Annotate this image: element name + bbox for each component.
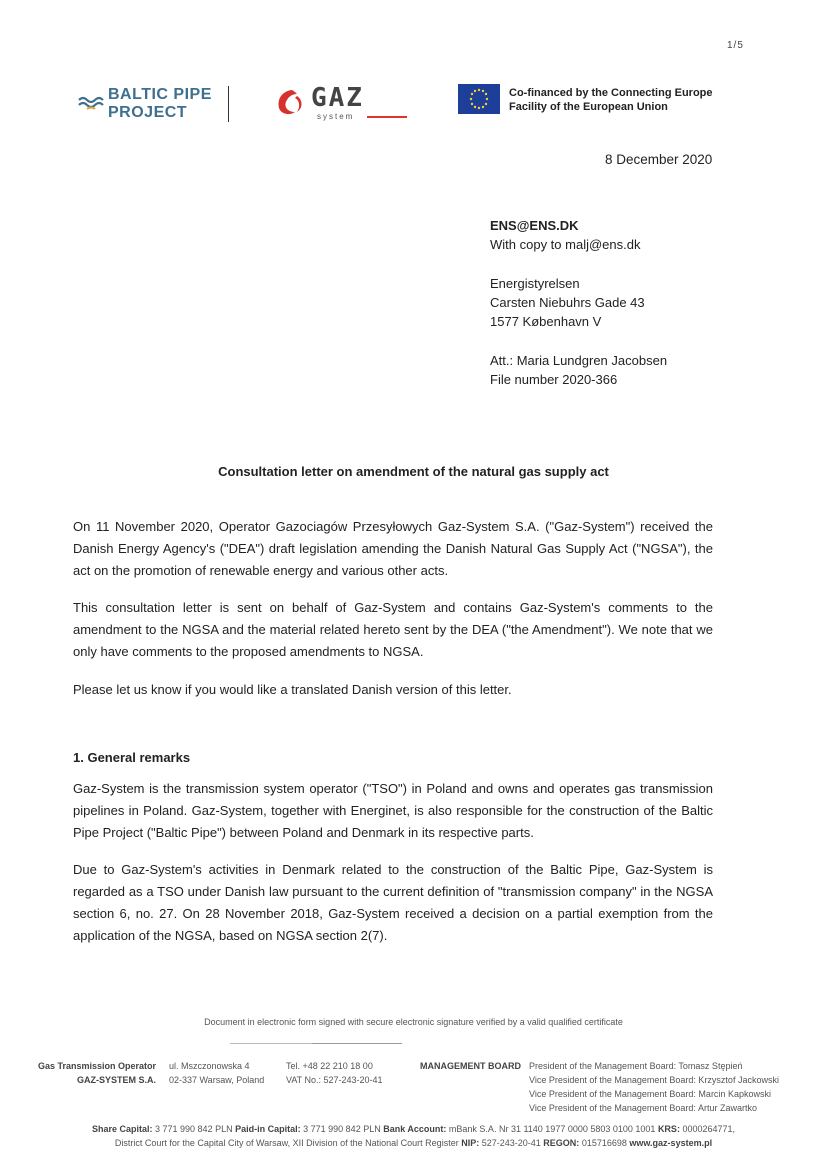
section-paragraph: Due to Gaz-System's activities in Denmark related to the construction of the Baltic Pipe, Gaz-System is regarded as a TSO under Danish law pursuant to the current definition of "transmission company" in the NGSA section 6, no. 27. On 28 November 2018, Gaz-System received a decision on a partial exemption from the application of the NGSA, based on NGSA section 2(7). xyxy=(73,862,713,943)
regon-label: REGON: xyxy=(543,1138,580,1148)
logo-divider xyxy=(228,86,229,122)
footer-company-line2: GAZ-SYSTEM S.A. xyxy=(76,1075,156,1085)
body-paragraph: On 11 November 2020, Operator Gazociagów Przesyłowych Gaz-System S.A. ("Gaz-System") received the Danish Energy Agency's ("DEA") draft legislation amending the Danish Natural Gas Supply Act ("NGSA"), the act on the promotion of renewable energy and various other acts. xyxy=(73,519,713,578)
recipient-copy: With copy to malj@ens.dk xyxy=(490,237,641,252)
footer-board-member: Vice President of the Management Board: Artur Zawartko xyxy=(529,1103,757,1113)
footer-address-line1: ul. Mszczonowska 4 xyxy=(169,1061,250,1071)
eu-flag-icon xyxy=(458,84,500,114)
recipient-city: 1577 København V xyxy=(490,314,602,329)
eu-stars-icon xyxy=(458,84,500,114)
nip-label: NIP: xyxy=(461,1138,480,1148)
eu-cofinance-text: Co-financed by the Connecting Europe Facility of the European Union xyxy=(509,87,713,113)
baltic-pipe-subtitle: PROJECT xyxy=(108,104,188,121)
footer-company-line1: Gas Transmission Operator xyxy=(37,1061,156,1071)
bank-value: mBank S.A. Nr 31 1140 1977 0000 5803 0100 1001 xyxy=(448,1124,656,1134)
section-paragraph: Gaz-System is the transmission system operator ("TSO") in Poland and owns and operates gas transmission pipelines in Poland. Gaz-System, together with Energinet, is also responsible for the construction of the Baltic Pipe Project ("Baltic Pipe") between Poland and Denmark in its respective parts. xyxy=(73,781,713,840)
letter-date: 8 December 2020 xyxy=(605,152,713,167)
waves-icon xyxy=(78,92,104,112)
share-capital-label: Share Capital: xyxy=(91,1124,153,1134)
bank-label: Bank Account: xyxy=(383,1124,447,1134)
paid-in-value: 3 771 990 842 PLN xyxy=(303,1124,381,1134)
nip-value: 527-243-20-41 xyxy=(481,1138,541,1148)
share-capital-value: 3 771 990 842 PLN xyxy=(155,1124,233,1134)
section-heading: 1. General remarks xyxy=(73,750,191,765)
recipient-street: Carsten Niebuhrs Gade 43 xyxy=(490,295,645,310)
court-text: District Court for the Capital City of Warsaw, XII Division of the National Court Register xyxy=(114,1138,459,1148)
recipient-email[interactable]: ENS@ENS.DK xyxy=(490,218,579,233)
gaz-system-subtext: system xyxy=(317,112,355,121)
footer-capital-line xyxy=(0,1122,827,1136)
footer-tel: Tel. +48 22 210 18 00 xyxy=(286,1061,373,1071)
paid-in-label: Paid-in Capital: xyxy=(235,1124,301,1134)
baltic-pipe-title: BALTIC PIPE xyxy=(108,86,212,103)
footer-board-label: MANAGEMENT BOARD xyxy=(420,1061,521,1071)
recipient-file-number: File number 2020-366 xyxy=(490,372,618,387)
footer-board-member: President of the Management Board: Tomasz Stępień xyxy=(529,1061,743,1071)
body-paragraph: This consultation letter is sent on behalf of Gaz-System and contains Gaz-System's comments to the amendment to the NGSA and the material related hereto sent by the DEA ("the Amendment"). We note that we only have comments to the proposed amendments to NGSA. xyxy=(73,600,713,659)
recipient-attention: Att.: Maria Lundgren Jacobsen xyxy=(490,353,668,368)
page-number: 1/5 xyxy=(727,40,744,51)
baltic-pipe-logo xyxy=(78,86,228,124)
krs-label: KRS: xyxy=(657,1124,680,1134)
body-paragraph: Please let us know if you would like a translated Danish version of this letter. xyxy=(73,682,512,697)
website-link[interactable]: www.gaz-system.pl xyxy=(629,1138,713,1148)
footer-address-line2: 02-337 Warsaw, Poland xyxy=(169,1075,265,1085)
gaz-accent-line xyxy=(367,116,407,118)
krs-value: 0000264771, xyxy=(682,1124,736,1134)
gaz-system-wordmark: GAZ xyxy=(311,83,364,113)
footer-divider xyxy=(312,1043,402,1044)
regon-value: 015716698 xyxy=(581,1138,627,1148)
gaz-flame-icon xyxy=(275,88,307,116)
footer-vat: VAT No.: 527-243-20-41 xyxy=(286,1075,383,1085)
letter-subject: Consultation letter on amendment of the natural gas supply act xyxy=(218,464,609,479)
signature-note: Document in electronic form signed with secure electronic signature verified by a valid qualified certificate xyxy=(204,1017,623,1027)
footer-board-member: Vice President of the Management Board: Marcin Kapkowski xyxy=(529,1089,771,1099)
footer-court-line xyxy=(0,1136,827,1150)
recipient-org: Energistyrelsen xyxy=(490,276,580,291)
gaz-system-logo xyxy=(275,83,415,122)
footer-board-member: Vice President of the Management Board: Krzysztof Jackowski xyxy=(529,1075,779,1085)
